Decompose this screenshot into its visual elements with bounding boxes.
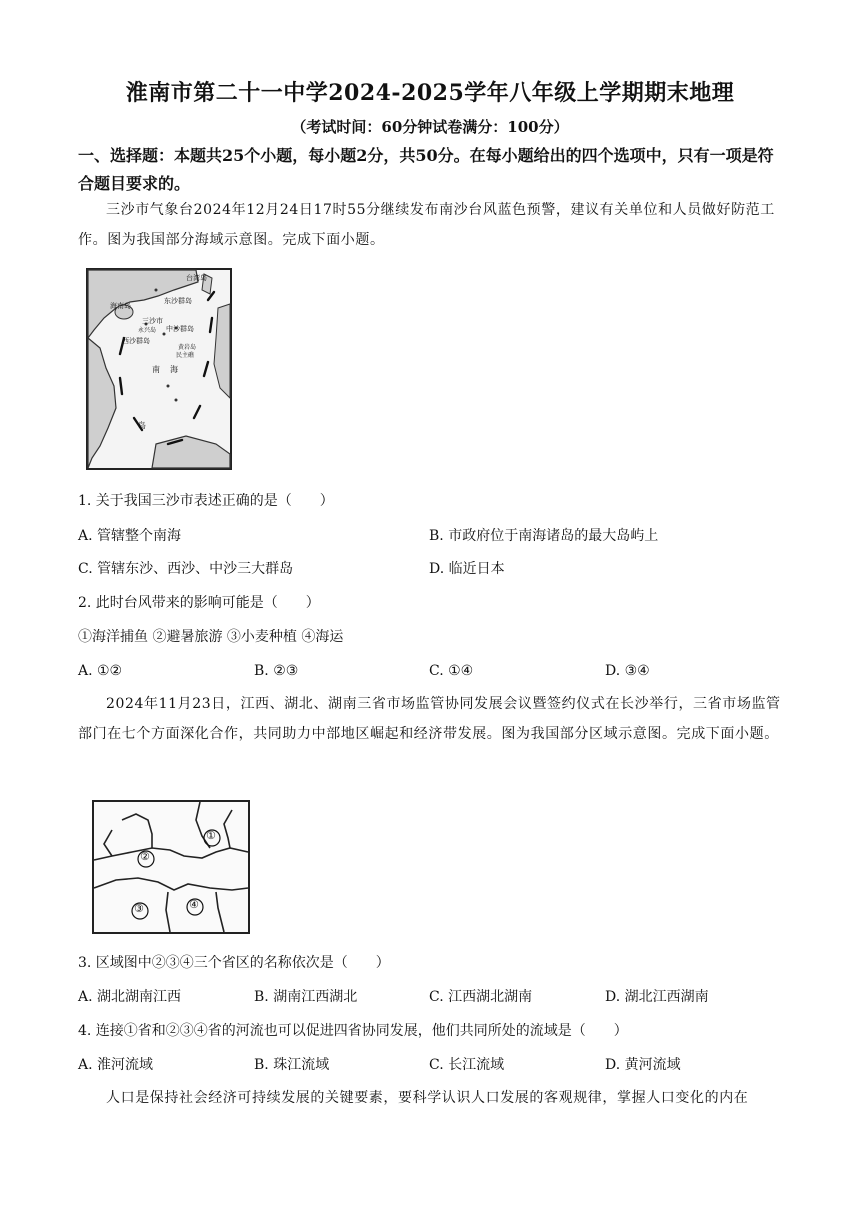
q1-option-a[interactable]: A. 管辖整个南海 bbox=[78, 528, 182, 544]
q2-option-b[interactable]: B. ②③ bbox=[254, 663, 299, 679]
section-heading: 一、选择题：本题共25个小题，每小题2分，共50分。在每小题给出的四个选项中，只有一项是符合题目要求的。 bbox=[78, 146, 774, 193]
question-1-stem: 1. 关于我国三沙市表述正确的是（ ） bbox=[78, 493, 334, 509]
page-title: 淮南市第二十一中学2024-2025学年八年级上学期期末地理 bbox=[125, 80, 735, 106]
q4-option-c[interactable]: C. 长江流域 bbox=[429, 1057, 505, 1073]
map-label-yongxing: 永兴岛 bbox=[138, 327, 157, 334]
q3-option-b[interactable]: B. 湖南江西湖北 bbox=[254, 989, 358, 1005]
question-2-stem: 2. 此时台风带来的影响可能是（ ） bbox=[78, 595, 320, 611]
q4-option-d[interactable]: D. 黄河流域 bbox=[605, 1057, 681, 1073]
map-label-hainan: 海南岛 bbox=[110, 302, 131, 310]
map-label-xisha: 西沙群岛 bbox=[122, 337, 150, 345]
q3-option-a[interactable]: A. 湖北湖南江西 bbox=[78, 989, 182, 1005]
exam-info: （考试时间：60分钟试卷满分：100分） bbox=[291, 118, 569, 136]
map-label-huangyan: 黄岩岛 bbox=[178, 344, 197, 351]
map-label-minzhu: 民主礁 bbox=[176, 352, 195, 359]
passage-typhoon: 三沙市气象台2024年12月24日17时55分继续发布南沙台风蓝色预警，建议有关单位和人员做好防范工作。图为我国部分海域示意图。完成下面小题。 bbox=[78, 202, 775, 248]
q4-option-b[interactable]: B. 珠江流域 bbox=[254, 1057, 330, 1073]
q2-option-a[interactable]: A. ①② bbox=[78, 663, 123, 679]
question-2-items: ①海洋捕鱼 ②避暑旅游 ③小麦种植 ④海运 bbox=[78, 629, 344, 645]
q1-option-d[interactable]: D. 临近日本 bbox=[429, 561, 505, 577]
map-label-taiwan: 台湾岛 bbox=[186, 274, 207, 282]
q1-option-c[interactable]: C. 管辖东沙、西沙、中沙三大群岛 bbox=[78, 561, 294, 577]
central-region-map bbox=[92, 800, 250, 934]
map-label-dao: 岛 bbox=[138, 421, 146, 430]
q1-option-b[interactable]: B. 市政府位于南海诸岛的最大岛屿上 bbox=[429, 528, 659, 544]
q3-option-d[interactable]: D. 湖北江西湖南 bbox=[605, 989, 709, 1005]
map-label-sansha: 三沙市 bbox=[142, 317, 163, 325]
region-4-label: ④ bbox=[189, 898, 199, 911]
map-label-hai: 海 bbox=[170, 365, 178, 374]
region-1-label: ① bbox=[206, 829, 216, 842]
region-3-label: ③ bbox=[134, 902, 144, 915]
question-3-stem: 3. 区域图中②③④三个省区的名称依次是（ ） bbox=[78, 955, 390, 971]
question-4-stem: 4. 连接①省和②③④省的河流也可以促进四省协同发展，他们共同所处的流域是（ ） bbox=[78, 1023, 628, 1039]
passage-central-china: 2024年11月23日，江西、湖北、湖南三省市场监管协同发展会议暨签约仪式在长沙举行，三省市场监管部门在七个方面深化合作，共同助力中部地区崛起和经济带发展。图为我国部分区域示意图。完成下面小题。 bbox=[78, 696, 781, 742]
q2-option-d[interactable]: D. ③④ bbox=[605, 663, 650, 679]
region-2-label: ② bbox=[140, 850, 150, 863]
passage-population: 人口是保持社会经济可持续发展的关键要素，要科学认识人口发展的客观规律，掌握人口变化的内在 bbox=[106, 1090, 749, 1106]
map-label-dongsha: 东沙群岛 bbox=[164, 297, 192, 305]
q4-option-a[interactable]: A. 淮河流域 bbox=[78, 1057, 154, 1073]
map-label-zhongsha: 中沙群岛 bbox=[166, 325, 194, 333]
q2-option-c[interactable]: C. ①④ bbox=[429, 663, 474, 679]
q3-option-c[interactable]: C. 江西湖北湖南 bbox=[429, 989, 533, 1005]
south-china-sea-map bbox=[86, 268, 232, 470]
map-label-nan: 南 bbox=[152, 365, 160, 374]
